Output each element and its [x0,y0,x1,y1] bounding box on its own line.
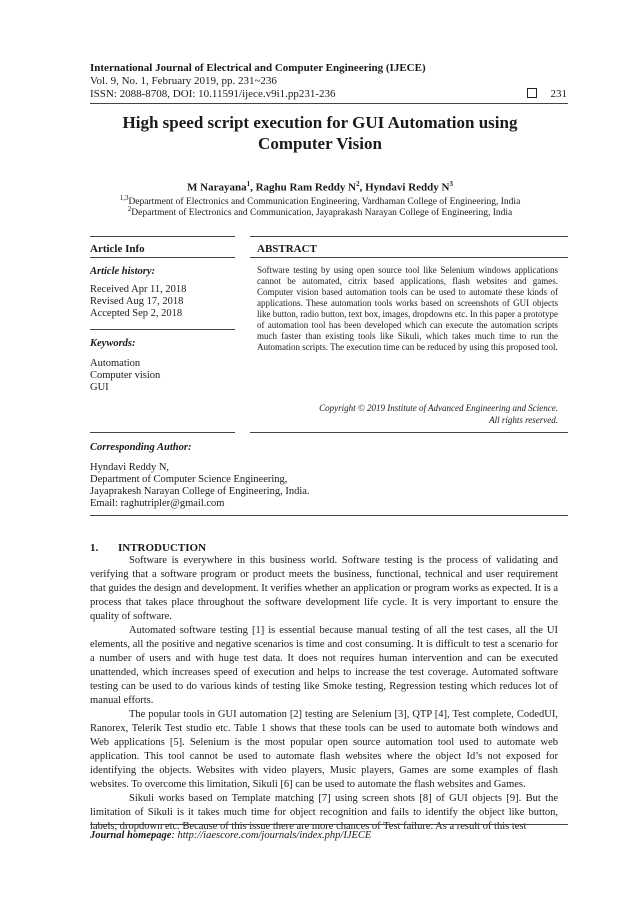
journal-volume: Vol. 9, No. 1, February 2019, pp. 231~236 [90,75,277,87]
author-3: Hyndavi Reddy N [365,181,450,194]
keyword-item: Computer vision [90,370,161,381]
journal-name: International Journal of Electrical and Computer Engineering (IJECE) [90,62,426,74]
author-1-sup: 1 [246,180,251,188]
abstract-body: Software testing by using open source tool like Selenium windows applications cannot be automated, citrix based applications, flash websites and games. Computer vision based automation tools can be used to automate these kinds of applications. These automation tools works based on screenshots of GUI objects like button, radio button, text box, images, dropdowns etc. In this paper a prototype of automation tool has been developed which can execute the automation scripts much faster than existing tools like Sikuli, which takes much time to run the Automation scripts. The execution time can be reduced by using this proposed tool. [257,265,558,352]
article-info-mid-rule [90,257,235,258]
affiliation-2 [60,204,580,219]
copyright-line-1: Copyright © 2019 Institute of Advanced Engineering and Science. [319,403,558,413]
page-box-icon [527,88,537,98]
article-info-top-rule [90,236,235,237]
accepted-date: Accepted Sep 2, 2018 [90,308,183,319]
section-title: INTRODUCTION [118,542,207,554]
journal-homepage [90,829,371,842]
author-3-sup: 3 [449,180,453,188]
corresponding-author-email: Email: raghutripler@gmail.com [90,498,225,509]
article-history-label: Article history: [90,266,156,277]
body-paragraph: The popular tools in GUI automation [2] testing are Selenium [3], QTP [4], Test complete, CodedUI, Ranorex, Telerik Test studio etc. Table 1 shows that these tools can be used to automate both windows and Web applications [5]. Selenium is the most popular open source automation tool used to automate web application. This tool cannot be used to automate flash websites where the object Id’s not exposed for identifying the objects. Websites with video players, Music players, Games are some examples of flash websites. To overcome this limitation, Sikuli [6] can be used to automate the flash websites and Games. [90,709,558,790]
header-rule [90,103,568,104]
affiliation-2-sup: 2 [127,205,132,213]
body-paragraph: Sikuli works based on Template matching [7] using screen shots [8] of GUI objects [9]. But the limitation of Sikuli is it takes much time for object recognition and fails to identify the object like button, labels, dropdown etc. Because of this issue there are more chances of Test failure. As a result of this test [90,793,558,832]
body-paragraph: Automated software testing [1] is essential because manual testing of all the test cases, all the UI elements, all the positive and negative scenarios is time and cost consuming. It is difficult to test a scenario for a number of users and with huge test data. It does not requires human intervention and can be executed unattended, which increases speed of execution and helps to increase the test coverage. Automated software testing can be used to do various kinds of testing like Smoke testing, Regression testing which reduces lot of manual efforts. [90,625,558,706]
page-number: 231 [550,88,567,100]
corresponding-rule [90,515,568,516]
author-sep: , [359,181,366,194]
affiliation-1-text: Department of Electronics and Communication Engineering, Vardhaman College of Engineering, India [128,197,521,208]
keyword-item: Automation [90,358,141,369]
received-date: Received Apr 11, 2018 [90,284,187,295]
author-2: Raghu Ram Reddy N [255,181,357,194]
abstract-mid-rule [250,257,568,258]
article-info-heading: Article Info [90,243,145,255]
body-paragraph: Software is everywhere in this business world. Software testing is the process of validating and verifying that a software program or product meets the business, functional, technical and user requirement that guides the design and development. It verifies whether an application or program works as expected. It is a process that takes place throughout the software development life cycle. It is very important to ensure the quality of software. [90,555,558,622]
abstract-bottom-rule [250,432,568,433]
homepage-colon: : [171,830,178,841]
corresponding-author-heading: Corresponding Author: [90,442,192,453]
affiliation-2-text: Department of Electronics and Communication, Jayaprakash Narayan College of Engineering, India [131,208,513,219]
copyright-notice [257,402,558,426]
author-sep: , [250,181,256,194]
info-bottom-rule [90,432,235,433]
corresponding-author-college: Jayaprakesh Narayan College of Engineering, India. [90,486,310,497]
section-body [90,554,558,834]
corresponding-author-name: Hyndavi Reddy N, [90,462,170,473]
abstract-heading: ABSTRACT [257,243,317,255]
copyright-line-2: All rights reserved. [489,415,558,425]
journal-issn: ISSN: 2088-8708, DOI: 10.11591/ijece.v9i1.pp231-236 [90,88,336,100]
abstract-top-rule [250,236,568,237]
homepage-label: Journal homepage [90,830,172,841]
affiliation-1-sup: 1,3 [119,194,129,202]
homepage-url[interactable]: http://iaescore.com/journals/index.php/IJECE [177,830,372,841]
keywords-rule [90,329,235,330]
keyword-item: GUI [90,382,109,393]
author-2-sup: 2 [356,180,360,188]
corresponding-author-dept: Department of Computer Science Engineering, [90,474,288,485]
page-number-block [527,88,568,101]
paper-title [60,112,580,154]
keywords-label: Keywords: [90,338,136,349]
revised-date: Revised Aug 17, 2018 [90,296,184,307]
title-line-2: Computer Vision [258,134,382,153]
title-line-1: High speed script execution for GUI Automation using [122,113,518,132]
author-1: M Narayana [187,181,247,194]
section-heading [90,542,206,554]
section-number: 1. [90,542,99,554]
footer-rule [90,824,568,825]
